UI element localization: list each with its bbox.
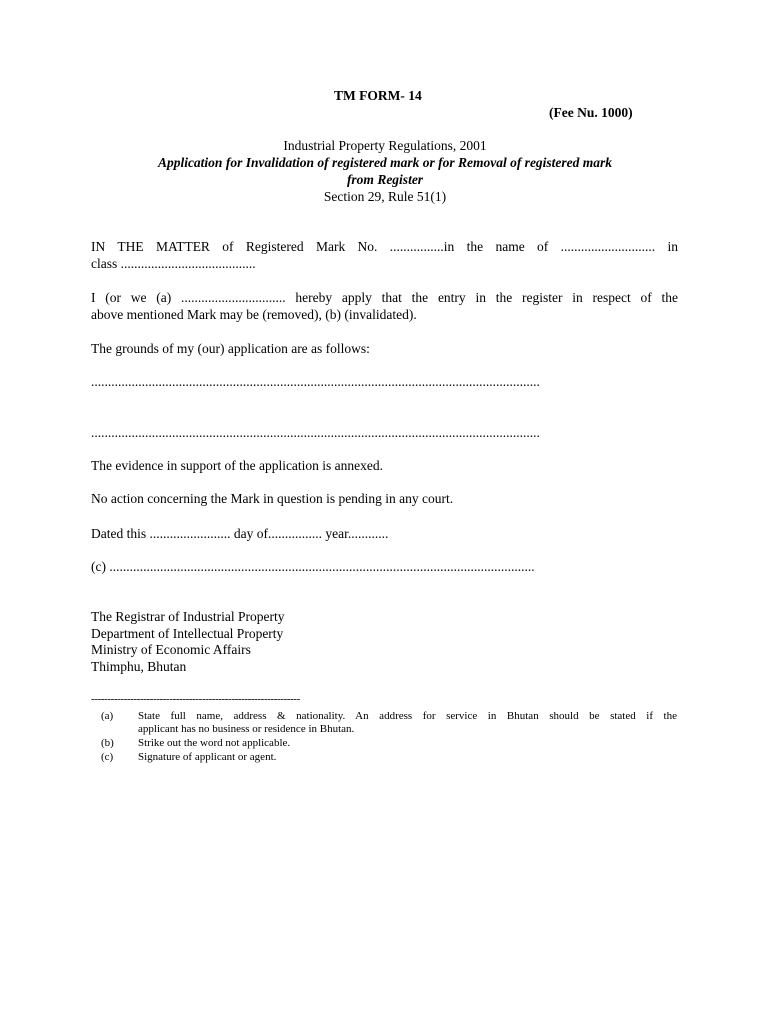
footnote-separator: ---------------------------------------------------------------- [91, 693, 300, 705]
form-number: TM FORM- 14 [334, 88, 422, 103]
matter-line1: IN THE MATTER of Registered Mark No. ................in the name of ............................ in [91, 239, 678, 254]
grounds-heading: The grounds of my (our) application are as follows: [91, 341, 370, 356]
address-line-2: Department of Intellectual Property [91, 626, 284, 641]
regulation-title: Industrial Property Regulations, 2001 [283, 138, 487, 153]
evidence-statement: The evidence in support of the application is annexed. [91, 458, 384, 473]
signature-line: (c) .............................................................................................................................. [91, 559, 535, 574]
footnote-c-text: Signature of applicant or agent. [138, 751, 277, 763]
apply-line2: above mentioned Mark may be (removed), (b) (invalidated). [91, 307, 417, 322]
footnote-b-text: Strike out the word not applicable. [138, 737, 291, 749]
dated-line: Dated this ........................ day of................ year............ [91, 526, 389, 541]
fee-amount: (Fee Nu. 1000) [549, 105, 633, 120]
footnote-c-label: (c) [101, 751, 114, 763]
footnote-a-label: (a) [101, 710, 114, 722]
address-line-4: Thimphu, Bhutan [91, 659, 187, 674]
footnote-a-text-line2: applicant has no business or residence in Bhutan. [138, 723, 355, 735]
address-line-1: The Registrar of Industrial Property [91, 609, 285, 624]
grounds-dotted-line-2: ..................................................................................................................................... [91, 425, 540, 440]
apply-line1: I (or we (a) ............................... hereby apply that the entry in the register in respect of the [91, 290, 678, 305]
matter-line2: class ........................................ [91, 256, 256, 271]
form-title-line1: Application for Invalidation of registered mark or for Removal of registered mark [157, 155, 613, 170]
no-action-statement: No action concerning the Mark in question is pending in any court. [91, 491, 454, 506]
footnote-b-label: (b) [101, 737, 114, 749]
address-line-3: Ministry of Economic Affairs [91, 642, 251, 657]
footnote-a-text-line1: State full name, address & nationality. An address for service in Bhutan should be stated if the [138, 710, 677, 722]
section-rule: Section 29, Rule 51(1) [323, 189, 447, 204]
grounds-dotted-line-1: ..................................................................................................................................... [91, 374, 540, 389]
form-title-line2: from Register [346, 172, 424, 187]
